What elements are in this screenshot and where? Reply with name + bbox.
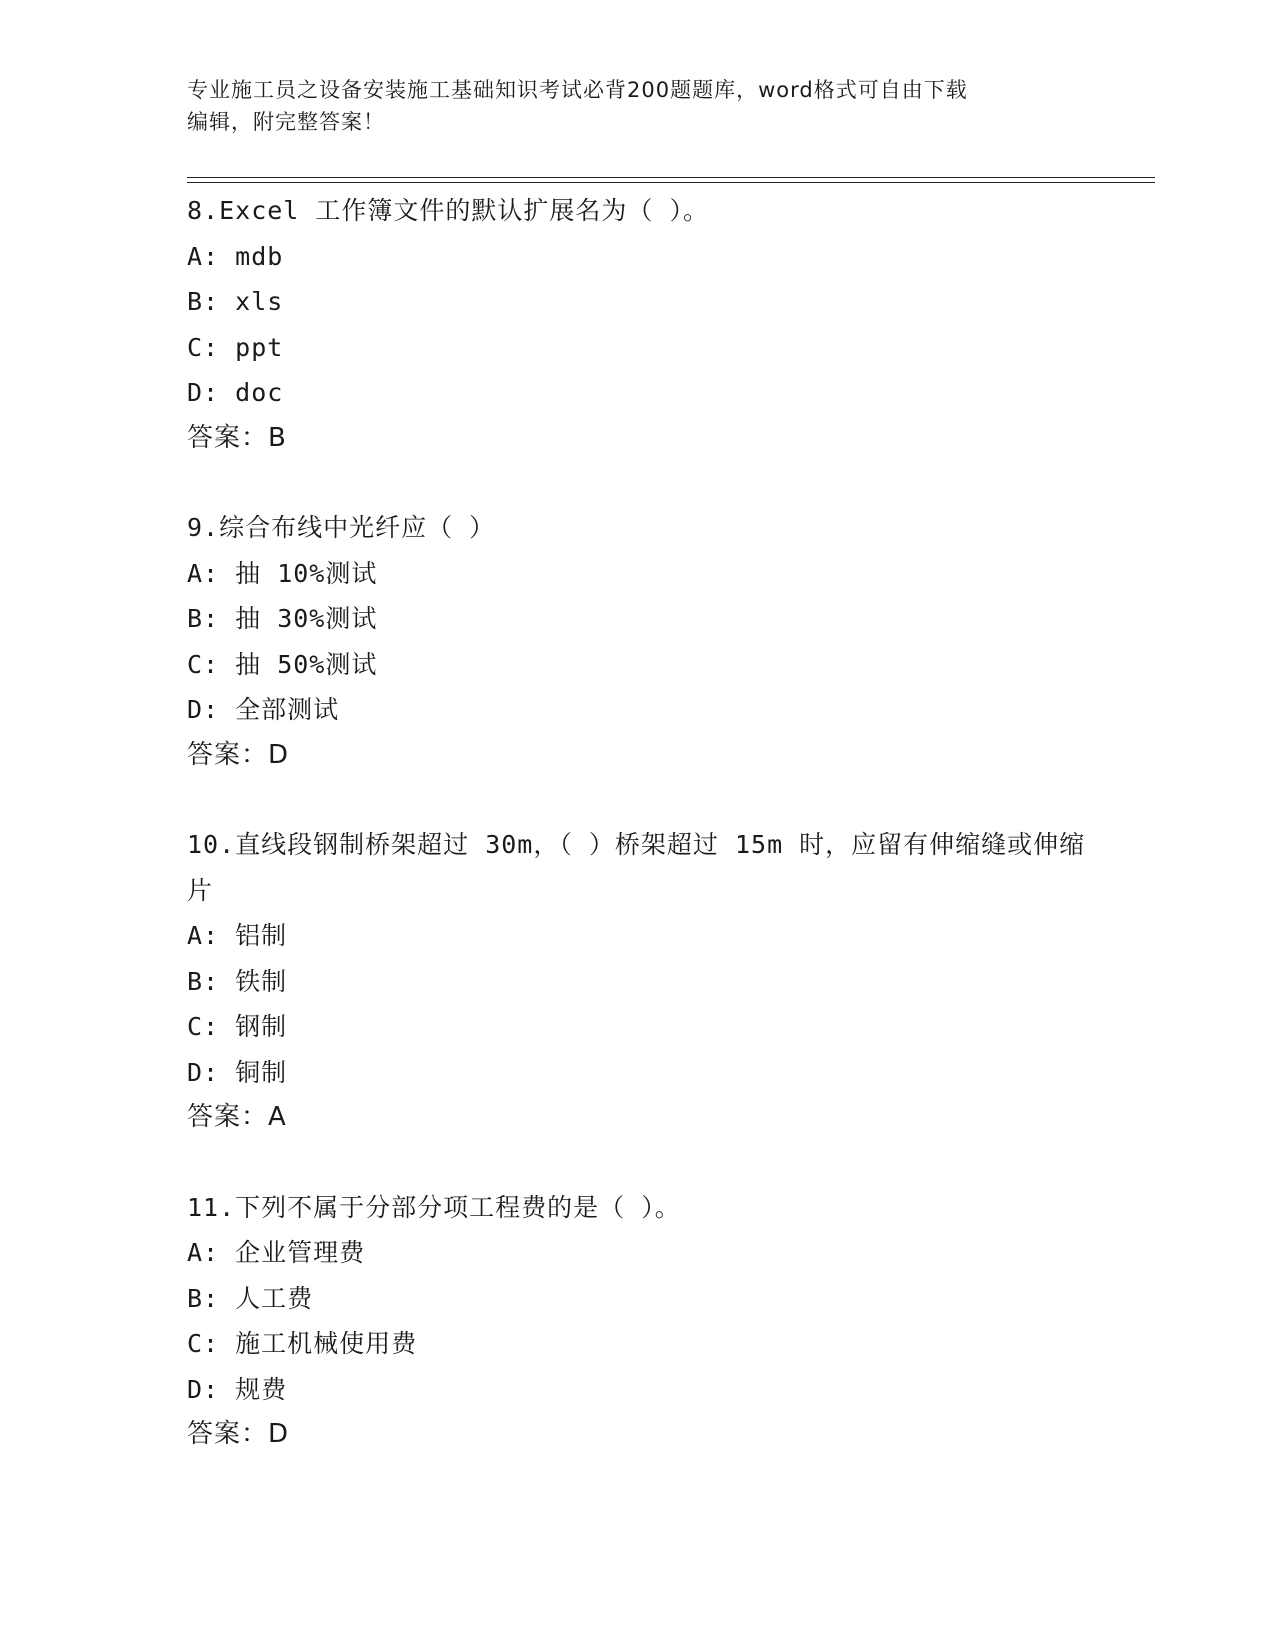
question-text: 11.下列不属于分部分项工程费的是（ ）。 bbox=[187, 1192, 681, 1222]
spacer bbox=[187, 461, 1157, 505]
option-c: C: 施工机械使用费 bbox=[187, 1329, 418, 1358]
option-c: C: 抽 50%测试 bbox=[187, 649, 378, 679]
spacer bbox=[187, 778, 1157, 822]
question-text: 10.直线段钢制桥架超过 30m，（ ）桥架超过 15m 时，应留有伸缩缝或伸缩片 bbox=[187, 830, 1086, 905]
option-b: B: xls bbox=[187, 287, 284, 316]
option-d: D: doc bbox=[187, 378, 284, 407]
question-10 bbox=[187, 822, 1157, 1141]
answer: 答案：D bbox=[187, 739, 290, 770]
option-b: B: 抽 30%测试 bbox=[187, 604, 378, 633]
option-b: B: 铁制 bbox=[187, 966, 288, 996]
option-d: D: 规费 bbox=[187, 1374, 288, 1404]
question-list bbox=[187, 188, 1157, 1458]
option-a: A: 铝制 bbox=[187, 921, 288, 950]
question-11 bbox=[187, 1185, 1157, 1458]
header-divider bbox=[187, 177, 1155, 183]
document-header bbox=[187, 74, 1067, 138]
answer: 答案：B bbox=[187, 422, 287, 453]
option-a: A: 企业管理费 bbox=[187, 1238, 366, 1267]
header-line-2: 编辑，附完整答案！ bbox=[187, 110, 385, 134]
option-d: D: 铜制 bbox=[187, 1057, 288, 1087]
question-text: 9.综合布线中光纤应（ ） bbox=[187, 513, 496, 542]
option-b: B: 人工费 bbox=[187, 1283, 314, 1313]
spacer bbox=[187, 1141, 1157, 1185]
option-c: C: ppt bbox=[187, 332, 284, 362]
option-c: C: 钢制 bbox=[187, 1012, 288, 1041]
answer: 答案：A bbox=[187, 1102, 287, 1132]
answer: 答案：D bbox=[187, 1419, 290, 1449]
option-a: A: 抽 10%测试 bbox=[187, 558, 378, 588]
question-text: 8.Excel 工作簿文件的默认扩展名为（ ）。 bbox=[187, 196, 709, 225]
option-d: D: 全部测试 bbox=[187, 695, 340, 724]
question-9 bbox=[187, 505, 1157, 778]
option-a: A: mdb bbox=[187, 241, 284, 271]
header-line-1: 专业施工员之设备安装施工基础知识考试必背200题题库，word格式可自由下载 bbox=[187, 78, 968, 102]
question-8 bbox=[187, 188, 1157, 461]
